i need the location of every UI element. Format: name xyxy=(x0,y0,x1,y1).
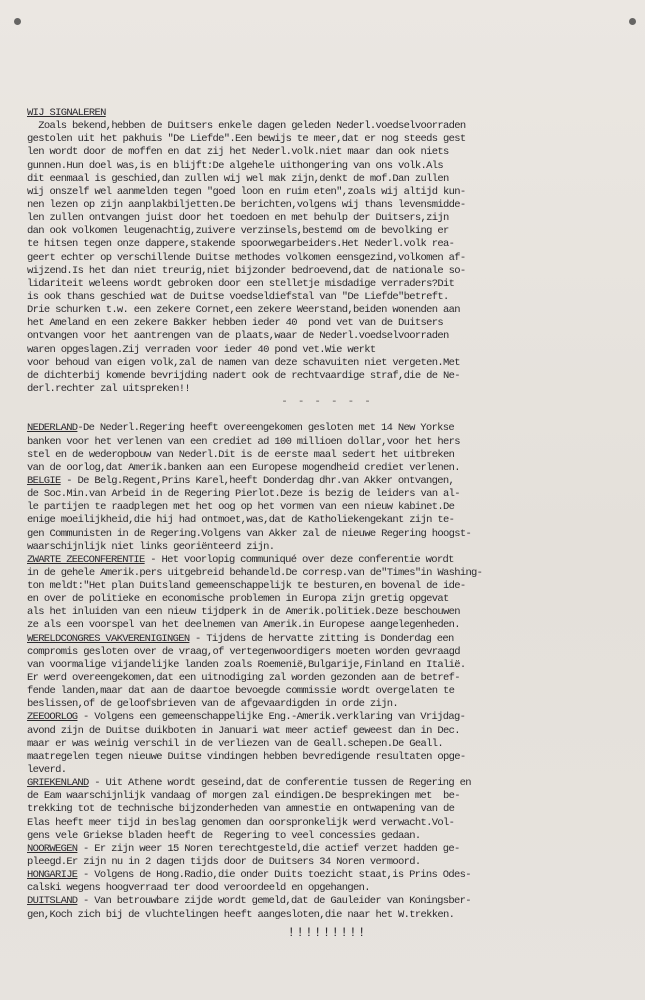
news-item-text: - Volgens de Hong.Radio,die onder Duits toezicht staat,is Prins Odes- xyxy=(77,869,471,882)
text-line: beslissen,of de geloofsbrieven van de afgevaardigden in orde zijn. xyxy=(27,698,398,711)
news-item-tag: WERELDCONGRES VAKVERENIGINGEN xyxy=(27,632,190,645)
news-item-tag: GRIEKENLAND xyxy=(27,777,89,790)
text-line: nen lezen op zijn aanplakbiljetten.De berichten,volgens wij thans levensmidde- xyxy=(27,198,466,211)
document-body xyxy=(27,107,627,944)
dashed-separator: - - - - - - xyxy=(281,396,373,409)
text-line: gen Communisten in de Regering.Volgens van Akker zal de nieuwe Regering hoogst- xyxy=(27,527,472,540)
news-item-hongarije xyxy=(27,869,627,895)
punch-hole xyxy=(629,18,636,25)
text-line: waarschijnlijk niet links georiënteerd zijn. xyxy=(27,540,275,553)
news-item-text: - De Belg.Regent,Prins Karel,heeft Donderdag dhr.van Akker ontvangen, xyxy=(60,474,455,487)
text-line: maatregelen tegen nieuwe Duitse vindingen hebben bevredigende resultaten opge- xyxy=(27,750,466,763)
news-item-first-line xyxy=(27,633,627,646)
text-line: Er werd overeengekomen,dat een uitnodiging zal worden gezonden aan de betref- xyxy=(27,672,460,685)
news-item-noorwegen xyxy=(27,843,627,869)
text-line: van voormalige vijandelijke landen zoals Roemenië,Bulgarije,Finland en Italië. xyxy=(27,658,466,671)
text-line: fende landen,maar dat aan de daartoe bevoegde commissie wordt overgelaten te xyxy=(27,685,455,698)
text-line: Zoals bekend,hebben de Duitsers enkele dagen geleden Nederl.voedselvoorraden xyxy=(27,120,466,133)
text-line: voor behoud van eigen volk,zal de namen van deze schavuiten niet vergeten.Met xyxy=(27,356,460,369)
text-line: avond zijn de Duitse duikboten in Januari wat meer actief geweest dan in Dec. xyxy=(27,724,460,737)
news-item-first-line xyxy=(27,475,627,488)
text-line: gens vele Griekse bladen heeft de Regering to veel concessies gedaan. xyxy=(27,829,421,842)
news-item-tag: ZWARTE ZEECONFERENTIE xyxy=(27,553,145,566)
text-line: derl.rechter zal uitspreken!! xyxy=(27,382,191,395)
section-wij-signaleren xyxy=(27,107,627,409)
section-diverse-berichten xyxy=(27,409,627,943)
news-item-text: - Het voorlopig communiqué over deze conferentie wordt xyxy=(144,553,454,566)
text-line: waren opgeslagen.Zij verraden voor ieder 40 pond vet.Wie werkt xyxy=(27,343,376,356)
text-line: stel en de wederopbouw van Nederl.Dit is de eerste maal sedert het uitbreken xyxy=(27,448,455,461)
news-item-first-line xyxy=(27,895,627,908)
text-line: als het inluiden van een nieuw tijdperk in de Amerik.politiek.Deze beschouwen xyxy=(27,606,460,619)
text-line: wijzend.Is het dan niet treurig,niet bijzonder bedroevend,dat de nationale so- xyxy=(27,264,466,277)
text-line: de dichterbij komende bevrijding nadert ook de rechtvaardige straf,die de Ne- xyxy=(27,369,460,382)
text-line: banken voor het verlenen van een crediet ad 100 millioen dollar,voor het hers xyxy=(27,435,460,448)
news-item-zeeoorlog xyxy=(27,711,627,777)
text-line: compromis gesloten over de vraag,of vertegenwoordigers moeten worden gevraagd xyxy=(27,645,460,658)
news-items xyxy=(27,422,627,921)
news-item-zwarte-zeeconferentie xyxy=(27,554,627,633)
news-item-duitsland xyxy=(27,895,627,921)
text-line: Elas heeft meer tijd in beslag genomen dan oorspronkelijk werd verwacht.Vol- xyxy=(27,816,455,829)
news-item-first-line xyxy=(27,422,627,435)
news-item-first-line xyxy=(27,711,627,724)
section-body xyxy=(27,120,627,396)
text-line: wij onszelf wel aanmelden tegen "goed loon en ruim eten",zoals wij altijd kun- xyxy=(27,185,466,198)
news-item-tag: HONGARIJE xyxy=(27,869,78,882)
text-line: de Eam waarschijnlijk vandaag of morgen zal eindigen.De besprekingen met be- xyxy=(27,790,460,803)
text-line: dan ook volkomen leugenachtig,zuivere verzinsels,bestemd om de bevolking er xyxy=(27,225,449,238)
news-item-nederland xyxy=(27,422,627,475)
news-item-text: -De Nederl.Regering heeft overeengekomen gesloten met 14 New Yorkse xyxy=(77,422,455,435)
text-line: lidariteit weleens wordt gebroken door een stelletje misdadige verraders?Dit xyxy=(27,277,455,290)
text-line: len zullen ontvangen juist door het toedoen en met behulp der Duitsers,zijn xyxy=(27,212,449,225)
punch-hole xyxy=(14,18,21,25)
text-line: ton meldt:"Het plan Duitsland gemeenschappelijk te besturen,en bovenal de ide- xyxy=(27,580,466,593)
news-item-wereldcongres-vakverenigingen xyxy=(27,633,627,712)
text-line: te hitsen tegen onze dappere,stakende spoorwegarbeiders.Het Nederl.volk rea- xyxy=(27,238,455,251)
section-title-wij-signaleren: WIJ SIGNALEREN xyxy=(27,107,106,119)
text-line: calski wegens hoogverraad ter dood veroordeeld en opgehangen. xyxy=(27,882,370,895)
text-line: van de oorlog,dat Amerik.banken aan een Europese mogendheid crediet verlenen. xyxy=(27,461,460,474)
news-item-text: - Volgens een gemeenschappelijke Eng.-Amerik.verklaring van Vrijdag- xyxy=(77,711,466,724)
text-line: pleegd.Er zijn nu in 2 dagen tijds door de Duitsers 34 Noren vermoord. xyxy=(27,856,421,869)
text-line: en over de politieke en economische problemen in Europa zijn gretig opgevat xyxy=(27,593,449,606)
news-item-text: - Van betrouwbare zijde wordt gemeld,dat de Gauleider van Koningsber- xyxy=(77,895,471,908)
text-line: le partijen te raadplegen met het oog op het vormen van een nieuw kabinet.De xyxy=(27,501,455,514)
text-line: gunnen.Hun doel was,is en blijft:De algehele uithongering van ons volk.Als xyxy=(27,159,443,172)
news-item-tag: BELGIE xyxy=(27,474,61,487)
text-line: de Soc.Min.van Arbeid in de Regering Pierlot.Deze is bezig de leiders van al- xyxy=(27,488,460,501)
section-title-diverse-berichten xyxy=(27,409,627,422)
news-item-griekenland xyxy=(27,777,627,843)
end-marks: !!!!!!!!! xyxy=(287,924,367,940)
news-item-text: - Er zijn weer 15 Noren terechtgesteld,die actief verzet hadden ge- xyxy=(77,842,460,855)
text-line: is ook thans geschied wat de Duitse voedseldiefstal van "De Liefde"betreft. xyxy=(27,290,449,303)
text-line: trekking tot de technische bijzonderheden van amnestie en ontwapening van de xyxy=(27,803,455,816)
news-item-tag: DUITSLAND xyxy=(27,895,78,908)
text-line: geert echter op verschillende Duitse methodes volkomen eensgezind,volkomen af- xyxy=(27,251,466,264)
text-line: dit eenmaal is geschied,dan zullen wij wel mak zijn,denkt de mof.Dan zullen xyxy=(27,172,449,185)
news-item-first-line xyxy=(27,777,627,790)
news-item-belgie xyxy=(27,475,627,554)
news-item-first-line xyxy=(27,869,627,882)
news-item-first-line xyxy=(27,554,627,567)
text-line: gestolen uit het pakhuis "De Liefde".Een bewijs te meer,dat er nog steeds gest xyxy=(27,133,466,146)
news-item-tag: ZEEOORLOG xyxy=(27,711,78,724)
text-line: Drie schurken t.w. een zekere Cornet,een zekere Weerstand,beiden wonenden aan xyxy=(27,304,460,317)
news-item-tag: NEDERLAND xyxy=(27,422,78,435)
text-line: ze als een voorspel van het deelnemen van Amerik.in Europese aangelegenheden. xyxy=(27,619,460,632)
text-line: in de gehele Amerik.pers uitgebreid behandeld.De corresp.van de"Times"in Washing- xyxy=(27,566,483,579)
text-line: len wordt door de moffen en dat zij het Nederl.volk.niet maar dan ook niets xyxy=(27,146,449,159)
text-line: maar er was weinig verschil in de verliezen van de Geall.schepen.De Geall. xyxy=(27,737,443,750)
text-line: leverd. xyxy=(27,764,67,777)
text-line: ontvangen voor het aantrengen van de plaats,waar de Nederl.voedselvoorraden xyxy=(27,330,449,343)
news-item-text: - Uit Athene wordt geseind,dat de conferentie tussen de Regering en xyxy=(88,777,471,790)
news-item-text: - Tijdens de hervatte zitting is Donderdag een xyxy=(189,632,454,645)
news-item-tag: NOORWEGEN xyxy=(27,842,78,855)
text-line: gen,Koch zich bij de vluchtelingen heeft aangesloten,die naar het W.trekken. xyxy=(27,908,455,921)
news-item-first-line xyxy=(27,843,627,856)
text-line: enige moeilijkheid,die hij had ontmoet,was,dat de Katholiekengekant zijn te- xyxy=(27,514,455,527)
text-line: het Ameland en een zekere Bakker hebben ieder 40 pond vet van de Duitsers xyxy=(27,317,443,330)
